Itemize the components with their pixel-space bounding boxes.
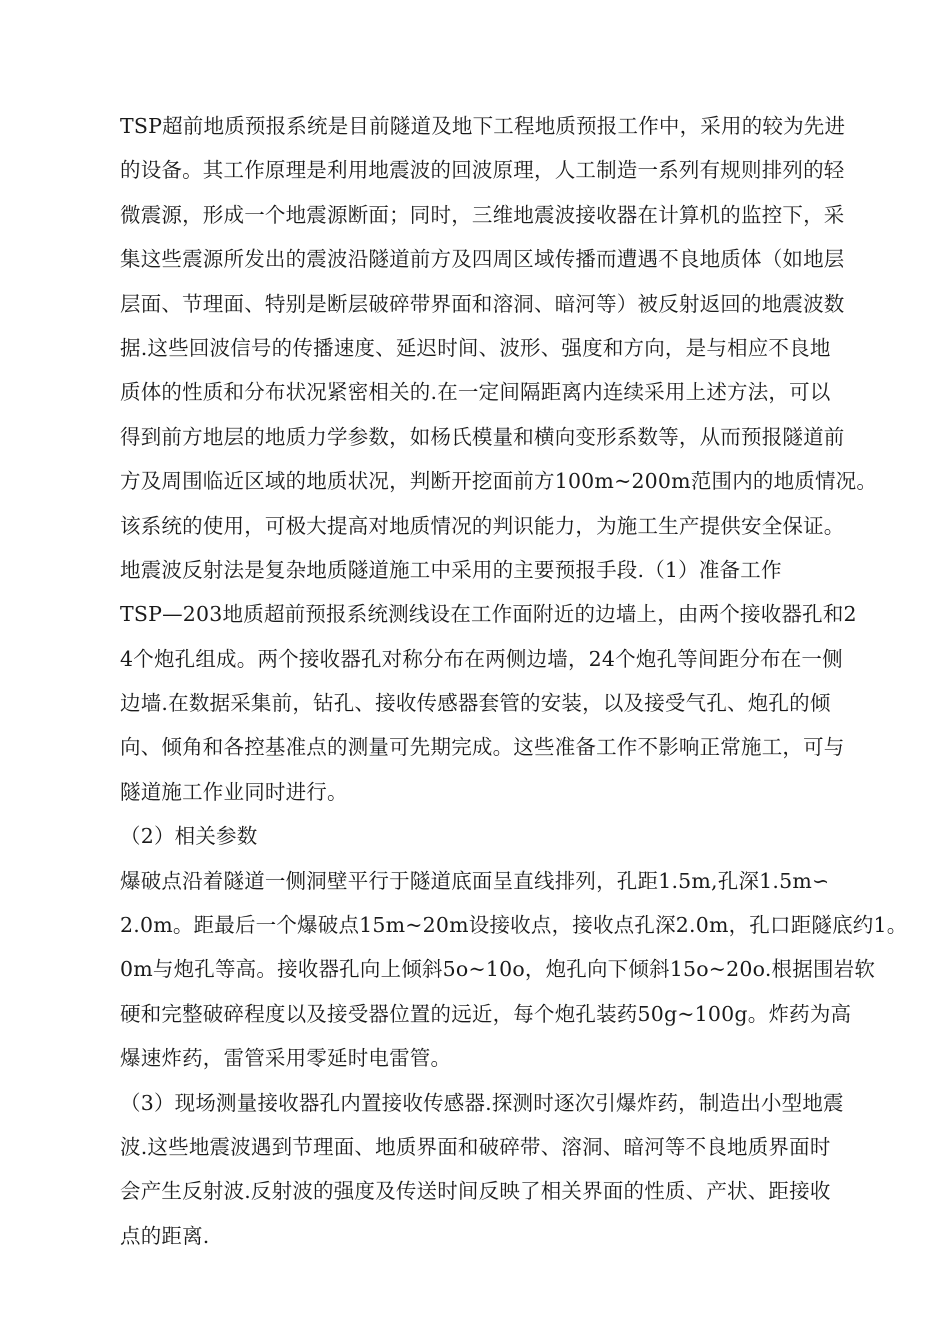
text-line: 波.这些地震波遇到节理面、地质界面和破碎带、溶洞、暗河等不良地质界面时 — [120, 1134, 831, 1159]
text-line: 向、倾角和各控基准点的测量可先期完成。这些准备工作不影响正常施工，可与 — [120, 735, 845, 760]
text-line: 集这些震源所发出的震波沿隧道前方及四周区域传播而遭遇不良地质体（如地层 — [120, 247, 845, 272]
text-line: 质体的性质和分布状况紧密相关的.在一定间隔距离内连续采用上述方法，可以 — [120, 380, 831, 405]
text-line: 的设备。其工作原理是利用地震波的回波原理，人工制造一系列有规则排列的轻 — [120, 158, 845, 183]
text-line: 会产生反射波.反射波的强度及传送时间反映了相关界面的性质、产状、距接收 — [120, 1179, 831, 1204]
text-line: 硬和完整破碎程度以及接受器位置的远近，每个炮孔装药50g~100g。炸药为高 — [120, 1001, 852, 1026]
text-line: 微震源，形成一个地震源断面；同时，三维地震波接收器在计算机的监控下，采 — [120, 202, 845, 227]
text-line: 爆破点沿着隧道一侧洞壁平行于隧道底面呈直线排列，孔距1.5m,孔深1.5m∽ — [120, 868, 830, 893]
text-line: 0m与炮孔等高。接收器孔向上倾斜5o~10o，炮孔向下倾斜15o~20o.根据围岩软 — [120, 957, 876, 982]
text-line: 4个炮孔组成。两个接收器孔对称分布在两侧边墙，24个炮孔等间距分布在一侧 — [120, 646, 843, 671]
text-line: 得到前方地层的地质力学参数，如杨氏模量和横向变形系数等，从而预报隧道前 — [120, 424, 845, 449]
text-line: 层面、节理面、特别是断层破碎带界面和溶洞、暗河等）被反射返回的地震波数 — [120, 291, 845, 316]
text-line: 该系统的使用，可极大提高对地质情况的判识能力，为施工生产提供安全保证。 — [120, 513, 845, 538]
text-line: 方及周围临近区域的地质状况，判断开挖面前方100m~200m范围内的地质情况。 — [120, 469, 878, 494]
text-line: TSP—203地质超前预报系统测线设在工作面附近的边墙上，由两个接收器孔和2 — [120, 602, 857, 627]
text-line: 点的距离. — [120, 1223, 210, 1248]
text-line: 2.0m。距最后一个爆破点15m~20m设接收点，接收点孔深2.0m，孔口距隧底约1。 — [120, 913, 908, 938]
text-line: TSP超前地质预报系统是目前隧道及地下工程地质预报工作中，采用的较为先进 — [120, 114, 846, 138]
text-line: 隧道施工作业同时进行。 — [120, 779, 348, 804]
section-heading: （2）相关参数 — [120, 824, 258, 849]
text-line: （3）现场测量接收器孔内置接收传感器.探测时逐次引爆炸药，制造出小型地震 — [120, 1090, 844, 1115]
document-body — [120, 104, 920, 1258]
text-line: 边墙.在数据采集前，钻孔、接收传感器套管的安装，以及接受气孔、炮孔的倾 — [120, 691, 831, 716]
text-line: 爆速炸药，雷管采用零延时电雷管。 — [120, 1046, 452, 1071]
text-line: 据.这些回波信号的传播速度、延迟时间、波形、强度和方向，是与相应不良地 — [120, 335, 831, 360]
text-line: 地震波反射法是复杂地质隧道施工中采用的主要预报手段.（1）准备工作 — [120, 557, 782, 582]
